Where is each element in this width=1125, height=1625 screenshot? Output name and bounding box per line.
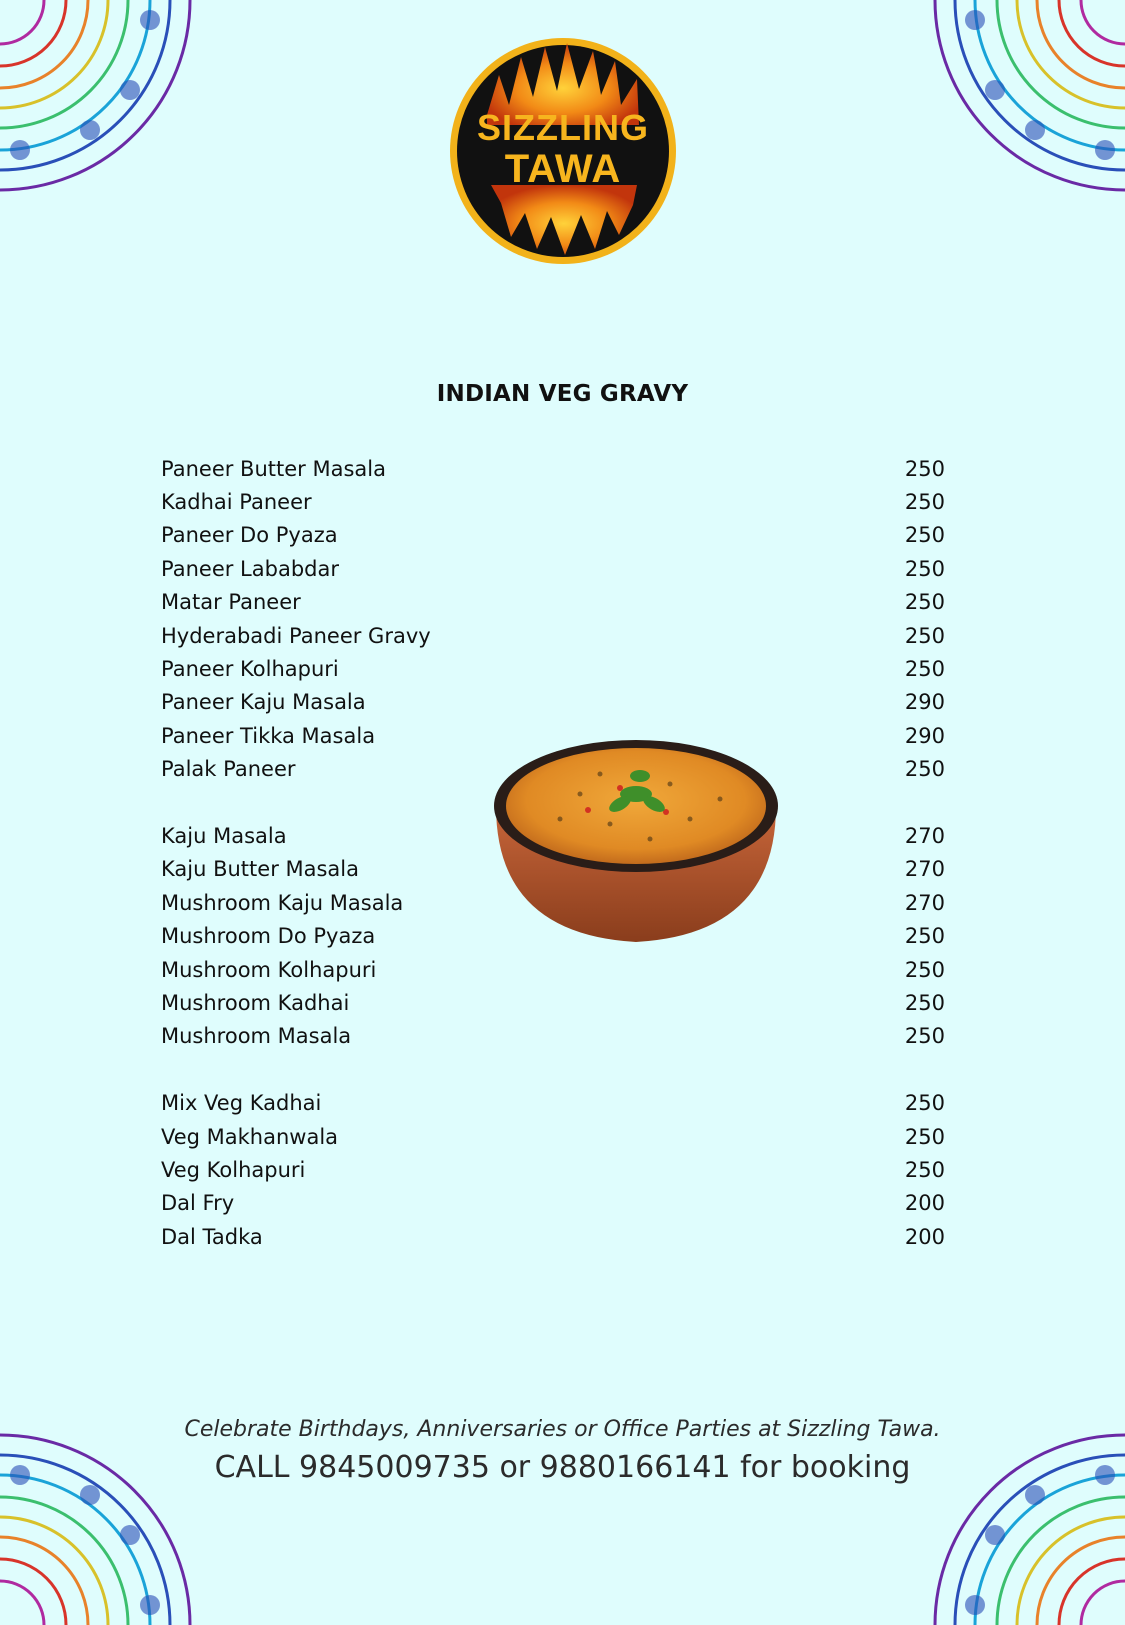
menu-item <box>161 819 945 852</box>
footer-booking-call: CALL 9845009735 or 9880166141 for booking <box>214 1450 911 1485</box>
mandala-decoration-top-right <box>915 0 1125 210</box>
menu-item <box>161 753 945 786</box>
menu-item <box>161 1120 945 1153</box>
dish-name: Mushroom Kadhai <box>161 990 350 1015</box>
dish-price: 270 <box>904 823 945 848</box>
dish-name: Mix Veg Kadhai <box>161 1091 322 1116</box>
dish-price: 290 <box>904 723 945 748</box>
dish-name: Dal Tadka <box>161 1224 263 1249</box>
mandala-decoration-bottom-right <box>915 1415 1125 1625</box>
menu-item <box>161 485 945 518</box>
dish-price: 250 <box>904 757 945 782</box>
mandala-decoration-top-left <box>0 0 210 210</box>
menu-item <box>161 1153 945 1186</box>
menu-item <box>161 1020 945 1053</box>
brand-name-line1: SIZZLING <box>477 107 649 148</box>
dish-price: 250 <box>904 990 945 1015</box>
menu-item <box>161 853 945 886</box>
dish-name: Paneer Butter Masala <box>161 456 386 481</box>
menu-item <box>161 552 945 585</box>
dish-name: Mushroom Kaju Masala <box>161 890 404 915</box>
menu-list <box>161 452 945 1253</box>
menu-item <box>161 452 945 485</box>
menu-item <box>161 686 945 719</box>
dish-price: 250 <box>904 1024 945 1049</box>
section-title: INDIAN VEG GRAVY <box>436 381 689 407</box>
dish-price: 250 <box>904 490 945 515</box>
group-spacer <box>161 1053 945 1086</box>
dish-price: 250 <box>904 657 945 682</box>
dish-name: Kadhai Paneer <box>161 490 312 515</box>
menu-item <box>161 519 945 552</box>
dish-name: Hyderabadi Paneer Gravy <box>161 623 431 648</box>
menu-item <box>161 1187 945 1220</box>
dish-name: Veg Makhanwala <box>161 1124 339 1149</box>
dish-price: 250 <box>904 957 945 982</box>
dish-price: 250 <box>904 523 945 548</box>
dish-name: Paneer Kolhapuri <box>161 657 339 682</box>
dish-name: Matar Paneer <box>161 590 301 615</box>
dish-name: Dal Fry <box>161 1191 235 1216</box>
group-spacer <box>161 786 945 819</box>
menu-item <box>161 986 945 1019</box>
brand-logo <box>447 35 679 267</box>
dish-price: 200 <box>904 1224 945 1249</box>
dish-name: Kaju Masala <box>161 823 287 848</box>
dish-name: Palak Paneer <box>161 757 296 782</box>
dish-name: Kaju Butter Masala <box>161 857 360 882</box>
menu-item <box>161 1220 945 1253</box>
dish-name: Paneer Lababdar <box>161 556 339 581</box>
menu-item <box>161 719 945 752</box>
dish-price: 290 <box>904 690 945 715</box>
menu-item <box>161 886 945 919</box>
dish-name: Mushroom Do Pyaza <box>161 924 376 949</box>
dish-name: Veg Kolhapuri <box>161 1157 306 1182</box>
dish-price: 250 <box>904 556 945 581</box>
dish-price: 270 <box>904 857 945 882</box>
dish-name: Paneer Kaju Masala <box>161 690 366 715</box>
dish-price: 250 <box>904 456 945 481</box>
menu-item <box>161 586 945 619</box>
dish-price: 250 <box>904 1091 945 1116</box>
dish-name: Mushroom Masala <box>161 1024 352 1049</box>
dish-name: Paneer Tikka Masala <box>161 723 376 748</box>
dish-price: 250 <box>904 590 945 615</box>
menu-item <box>161 652 945 685</box>
menu-item <box>161 1086 945 1119</box>
brand-name-line2: TAWA <box>504 147 622 191</box>
dish-price: 250 <box>904 1157 945 1182</box>
dish-price: 250 <box>904 623 945 648</box>
dish-price: 200 <box>904 1191 945 1216</box>
dish-price: 250 <box>904 924 945 949</box>
dish-name: Mushroom Kolhapuri <box>161 957 377 982</box>
footer-tagline: Celebrate Birthdays, Anniversaries or Office Parties at Sizzling Tawa. <box>184 1417 941 1442</box>
dish-name: Paneer Do Pyaza <box>161 523 338 548</box>
menu-item <box>161 919 945 952</box>
dish-price: 270 <box>904 890 945 915</box>
menu-item <box>161 953 945 986</box>
mandala-decoration-bottom-left <box>0 1415 210 1625</box>
dish-price: 250 <box>904 1124 945 1149</box>
menu-item <box>161 619 945 652</box>
